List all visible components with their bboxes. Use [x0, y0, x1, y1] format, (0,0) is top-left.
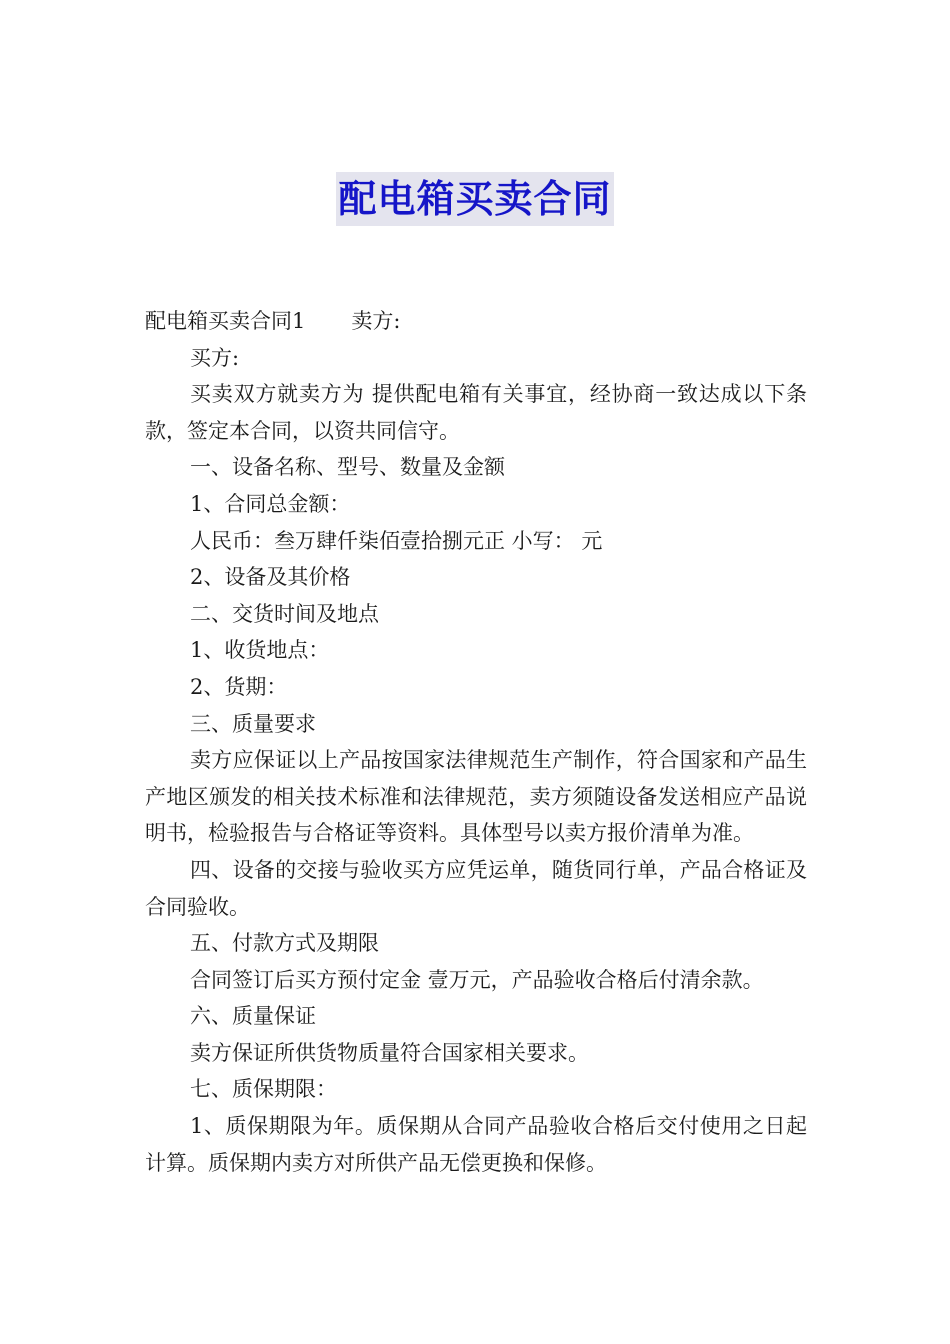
section-1-heading: 一、设备名称、型号、数量及金额: [190, 455, 505, 480]
section-5-heading: 五、付款方式及期限: [190, 931, 379, 956]
equipment-price-item: 2、设备及其价格: [190, 565, 351, 590]
contract-heading: 配电箱买卖合同1: [145, 309, 306, 333]
section-2-heading: 二、交货时间及地点: [190, 601, 379, 626]
payment-paragraph: 合同签订后买方预付定金 壹万元，产品验收合格后付清余款。: [190, 967, 764, 992]
buyer-label: 买方:: [190, 345, 240, 370]
warranty-period-paragraph: 1、质保期限为年。质保期从合同产品验收合格后交付使用之日起计算。质保期内卖方对所供产品无偿更换和保修。: [145, 1114, 807, 1175]
title-container: [0, 172, 950, 226]
total-amount-label: 1、合同总金额：: [190, 491, 351, 516]
contract-heading-line: [145, 303, 807, 340]
delivery-period-item: 2、货期：: [190, 674, 288, 699]
quality-guarantee-paragraph: 卖方保证所供货物质量符合国家相关要求。: [190, 1040, 589, 1065]
section-7-heading: 七、质保期限：: [190, 1077, 337, 1102]
seller-label: 卖方:: [351, 309, 401, 333]
section-3-heading: 三、质量要求: [190, 711, 316, 736]
delivery-location-item: 1、收货地点：: [190, 638, 330, 663]
section-6-heading: 六、质量保证: [190, 1004, 316, 1029]
document-body: [145, 303, 807, 1181]
document-title: 配电箱买卖合同: [336, 172, 613, 226]
section-4-paragraph: 四、设备的交接与验收买方应凭运单，随货同行单，产品合格证及合同验收。: [145, 857, 807, 919]
quality-requirement-paragraph: 卖方应保证以上产品按国家法律规范生产制作，符合国家和产品生产地区颁发的相关技术标准和法律规范，卖方须随设备发送相应产品说明书，检验报告与合格证等资料。具体型号以卖方报价清单为准。: [145, 748, 807, 846]
total-amount-value: 人民币：叁万肆仟柒佰壹拾捌元正 小写： 元: [190, 528, 603, 553]
preamble-paragraph: 买卖双方就卖方为 提供配电箱有关事宜，经协商一致达成以下条款，签定本合同，以资共同信守。: [145, 382, 807, 443]
